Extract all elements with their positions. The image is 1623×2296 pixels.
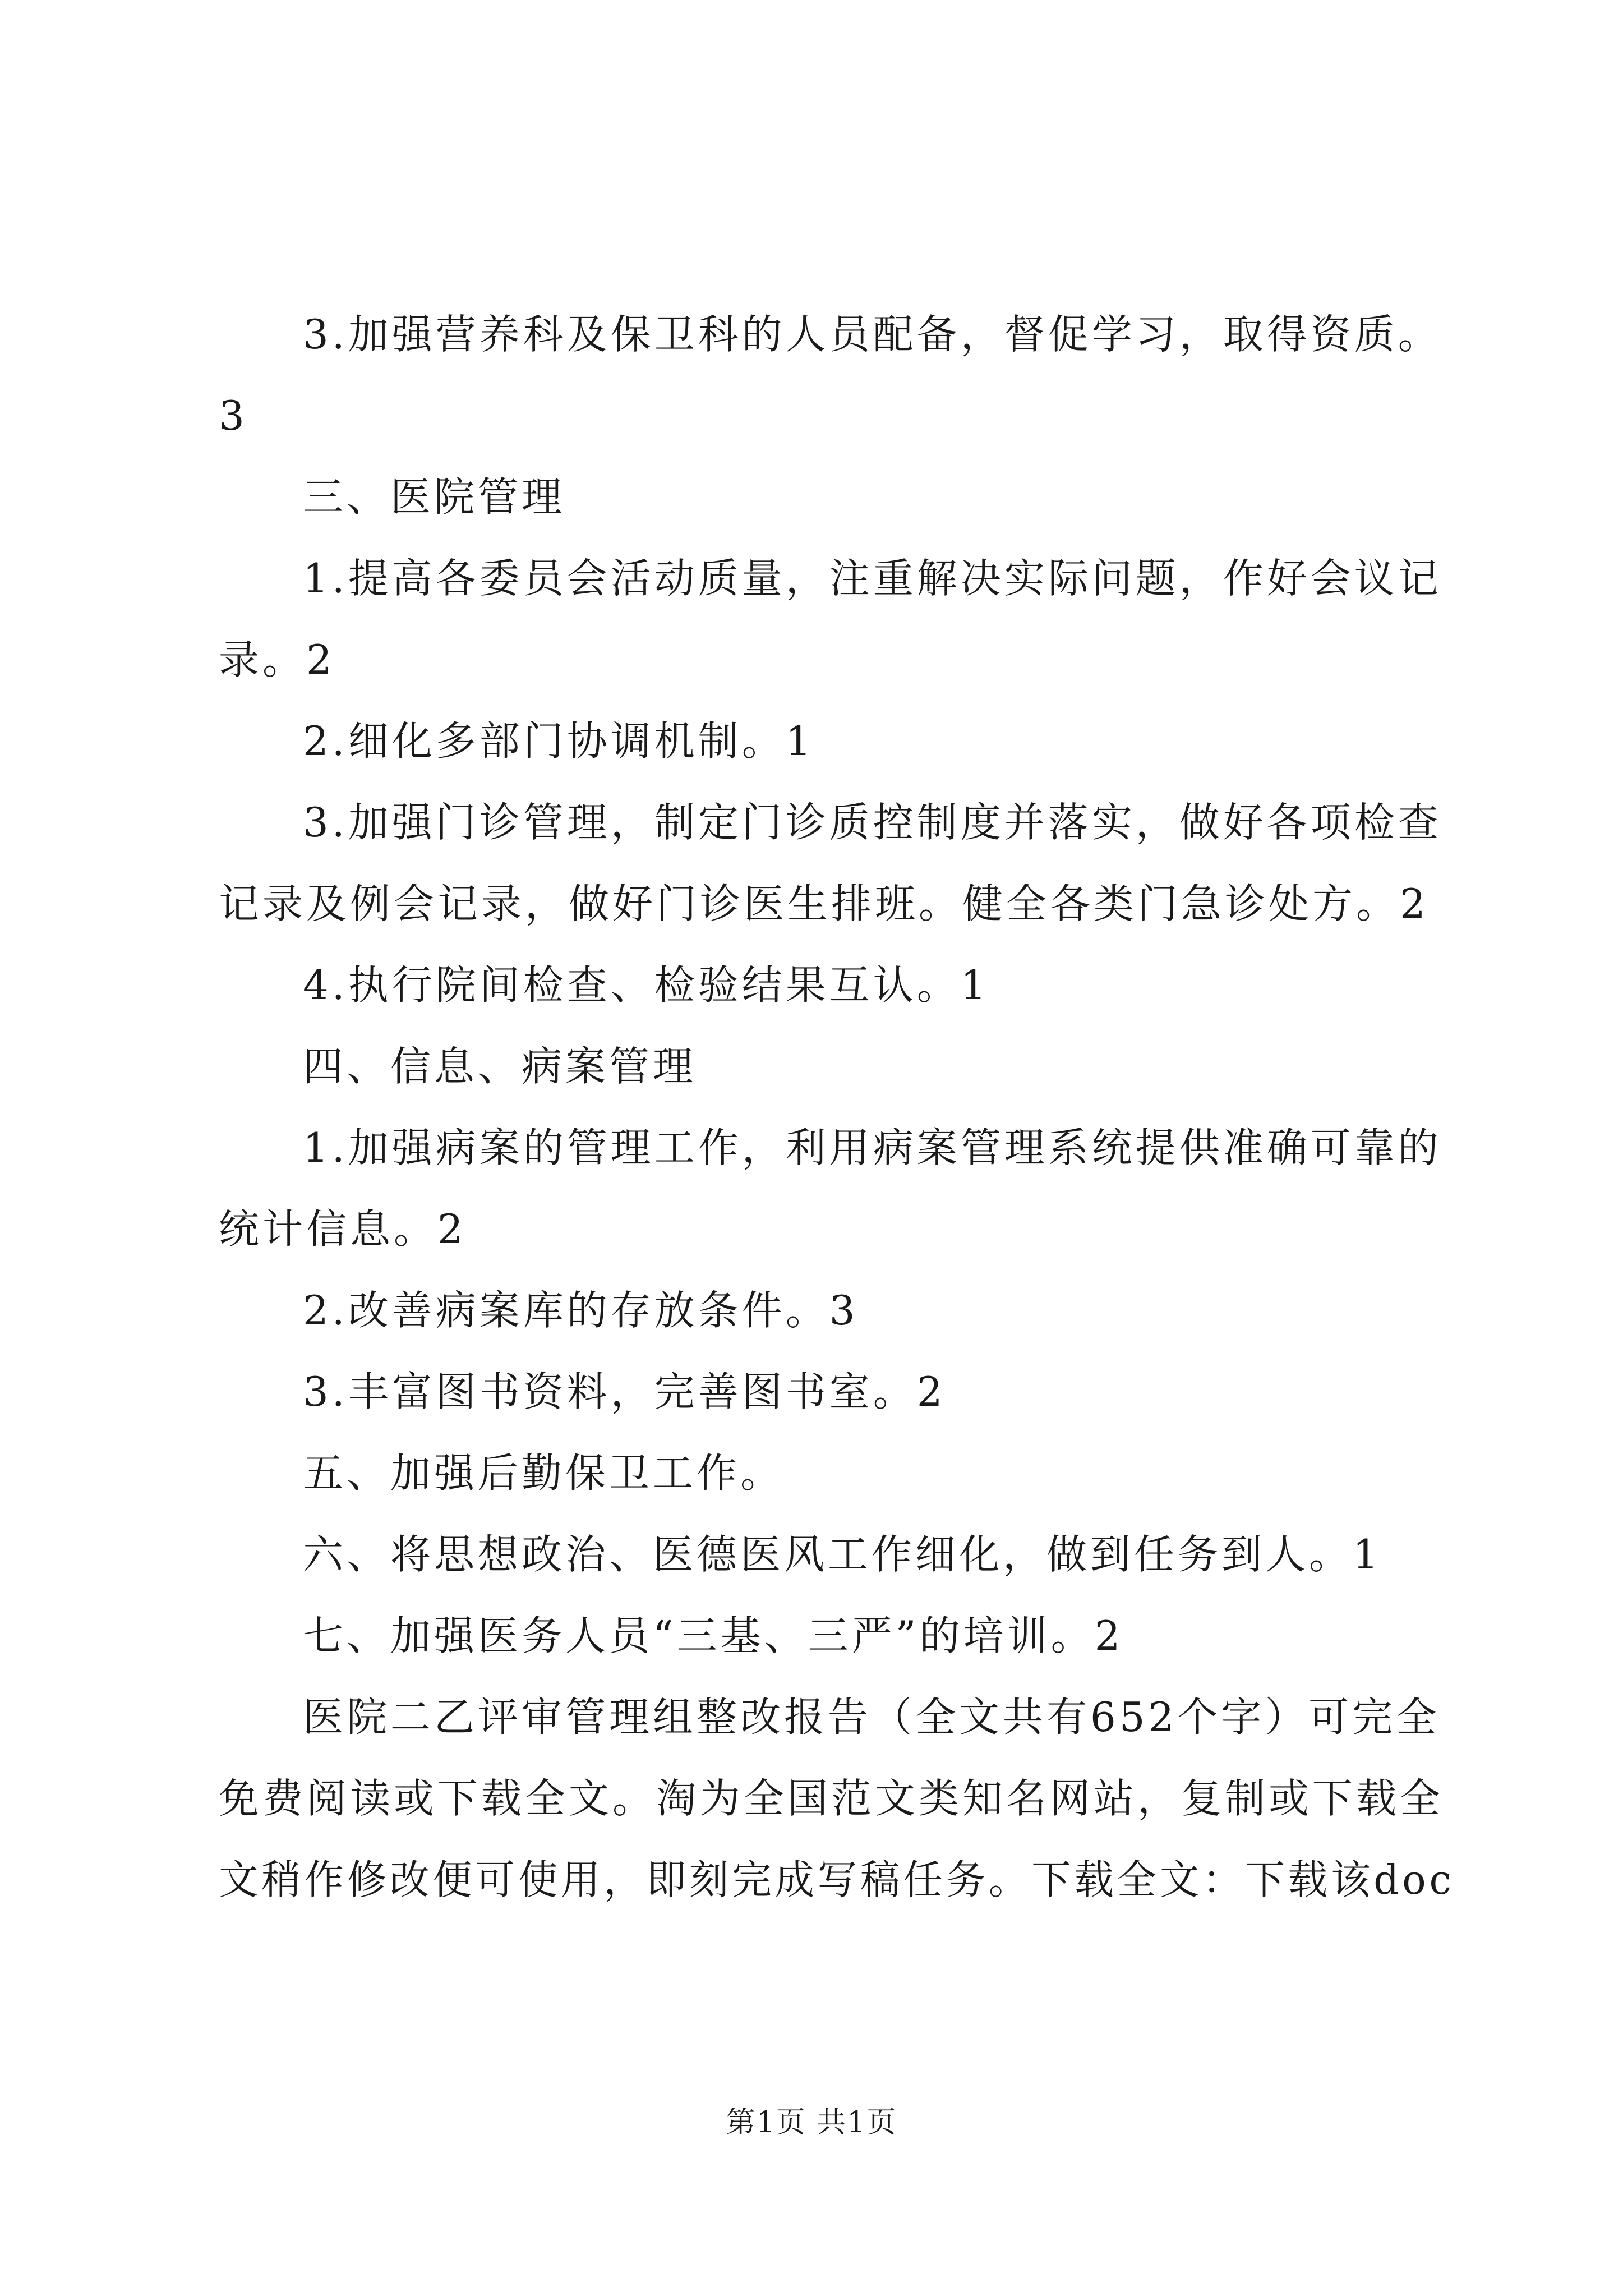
section-heading-6: 六、将思想政治、医德医风工作细化，做到任务到人。1	[303, 1531, 1382, 1578]
section-heading-3: 三、医院管理	[303, 473, 566, 521]
body-line-9: 4.执行院间检查、检验结果互认。1	[303, 961, 990, 1009]
body-line-11: 1.加强病案的管理工作，利用病案管理系统提供准确可靠的	[303, 1124, 1442, 1171]
section-heading-7: 七、加强医务人员“三基、三严”的培训。2	[303, 1612, 1124, 1659]
body-line-1: 3.加强营养科及保卫科的人员配备，督促学习，取得资质。	[303, 311, 1442, 358]
body-line-20: 文稍作修改便可使用，即刻完成写稿任务。下载全文：下载该doc	[219, 1856, 1455, 1903]
body-line-7: 3.加强门诊管理，制定门诊质控制度并落实，做好各项检查	[303, 799, 1442, 846]
body-line-14: 3.丰富图书资料，完善图书室。2	[303, 1368, 946, 1415]
body-line-13: 2.改善病案库的存放条件。3	[303, 1287, 859, 1334]
body-line-4: 1.提高各委员会活动质量，注重解决实际问题，作好会议记	[303, 555, 1442, 602]
body-line-8: 记录及例会记录，做好门诊医生排班。健全各类门急诊处方。2	[219, 880, 1429, 927]
section-heading-4: 四、信息、病案管理	[303, 1043, 697, 1090]
body-line-19: 免费阅读或下载全文。淘为全国范文类知名网站，复制或下载全	[219, 1775, 1444, 1822]
section-heading-5: 五、加强后勤保卫工作。	[303, 1450, 785, 1497]
body-line-12: 统计信息。2	[219, 1205, 467, 1253]
body-line-18: 医院二乙评审管理组整改报告（全文共有652个字）可完全	[303, 1694, 1440, 1741]
body-line-6: 2.细化多部门协调机制。1	[303, 717, 815, 765]
body-line-2: 3	[219, 392, 248, 439]
body-line-5: 录。2	[219, 636, 335, 683]
page-number-footer: 第1页 共1页	[726, 2106, 897, 2139]
